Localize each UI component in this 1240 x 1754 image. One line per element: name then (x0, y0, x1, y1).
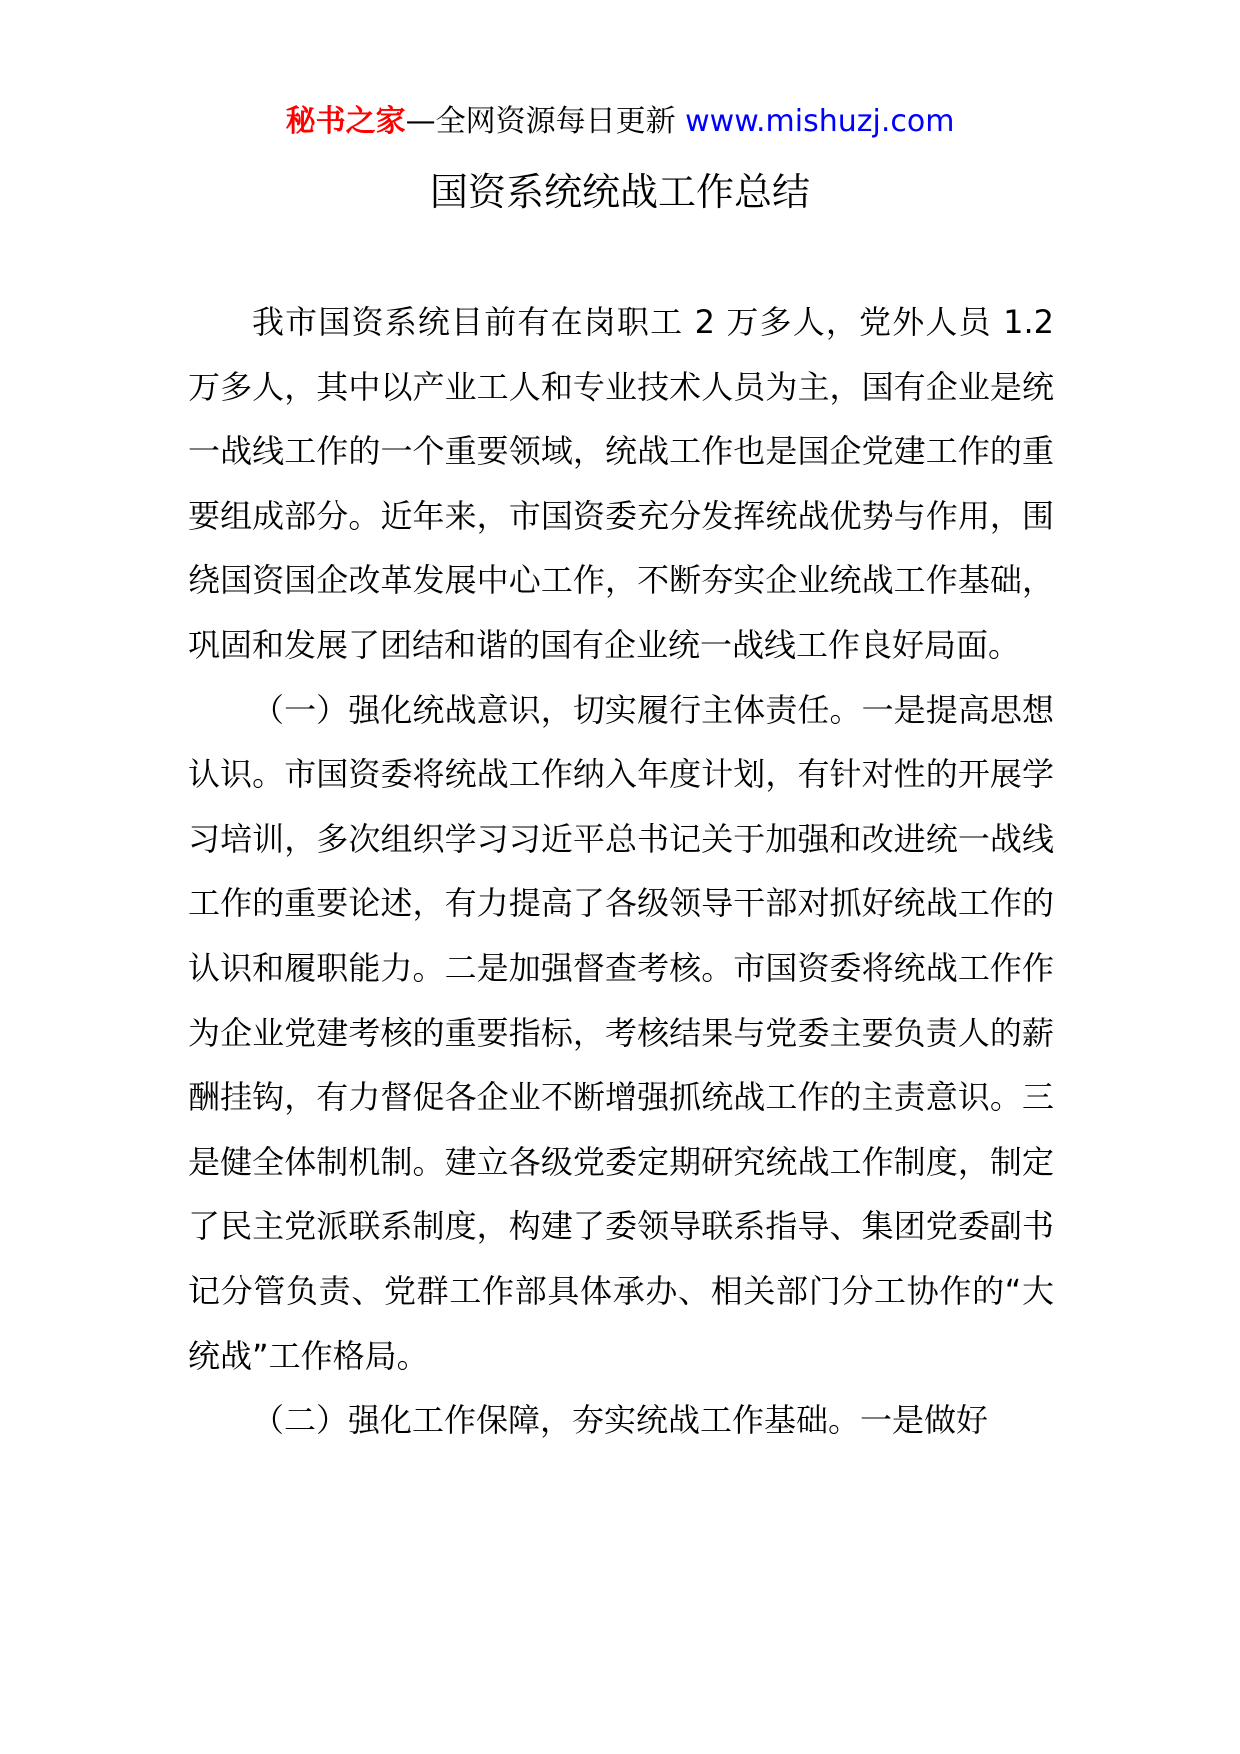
brand-name: 秘书之家 (285, 104, 406, 139)
document-title: 国资系统统战工作总结 (429, 170, 810, 214)
site-url-link[interactable]: www.mishuzj.com (685, 104, 955, 139)
site-header (0, 100, 1240, 144)
document-body (188, 290, 1054, 1453)
paragraph-section-1: （一）强化统战意识，切实履行主体责任。一是提高思想认识。市国资委将统战工作纳入年度计划，有针对性的开展学习培训，多次组织学习习近平总书记关于加强和改进统一战线工作的重要论述，有力提高了各级领导干部对抓好统战工作的认识和履职能力。二是加强督查考核。市国资委将统战工作作为企业党建考核的重要指标，考核结果与党委主要负责人的薪酬挂钩，有力督促各企业不断增强抓统战工作的主责意识。三是健全体制机制。建立各级党委定期研究统战工作制度，制定了民主党派联系制度，构建了委领导联系指导、集团党委副书记分管负责、党群工作部具体承办、相关部门分工协作的“大统战”工作格局。 (188, 690, 1054, 1375)
paragraph-intro: 我市国资系统目前有在岗职工 2 万多人，党外人员 1.2 万多人，其中以产业工人和专业技术人员为主，国有企业是统一战线工作的一个重要领域，统战工作也是国企党建工作的重要组成部分。近年来，市国资委充分发挥统战优势与作用，围绕国资国企改革发展中心工作，不断夯实企业统战工作基础，巩固和发展了团结和谐的国有企业统一战线工作良好局面。 (188, 303, 1054, 664)
header-tagline: —全网资源每日更新 (405, 104, 686, 139)
paragraph-section-2: （二）强化工作保障，夯实统战工作基础。一是做好 (252, 1401, 989, 1440)
